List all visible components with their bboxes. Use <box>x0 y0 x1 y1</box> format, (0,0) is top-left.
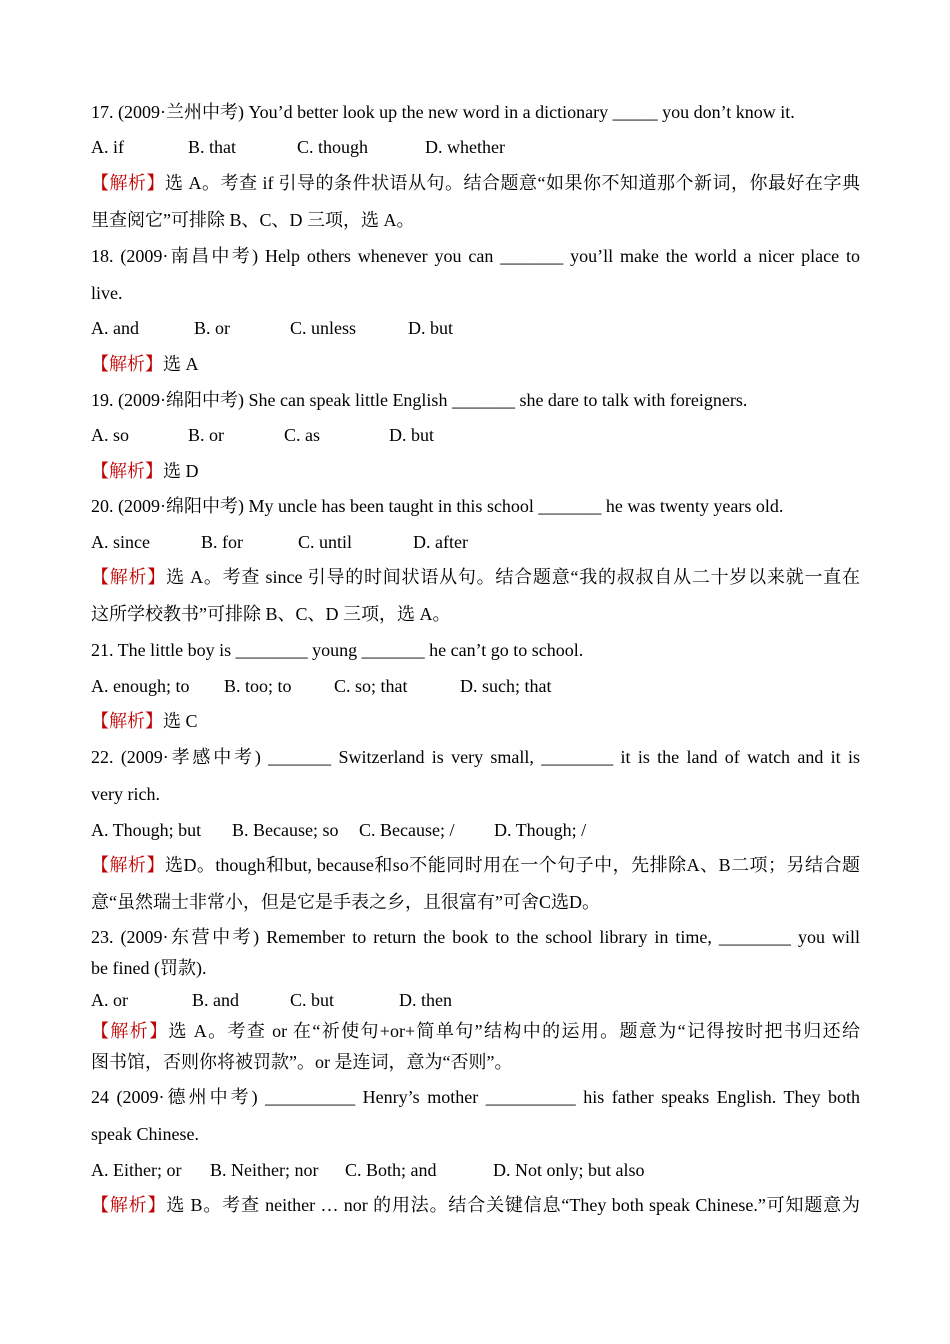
question-17-analysis-cont: 里查阅它”可排除 B、C、D 三项，选 A。 <box>91 210 415 230</box>
option-a: A. since <box>91 532 150 552</box>
option-b: B. for <box>201 532 243 552</box>
question-23-analysis-cont: 图书馆，否则你将被罚款”。or 是连词，意为“否则”。 <box>91 1052 513 1072</box>
question-18-stem: 18. (2009·南昌中考) Help others whenever you can _______ you’ll make the world a nicer place to <box>91 246 860 266</box>
option-d: D. such; that <box>460 676 552 696</box>
analysis-text: 选 C <box>163 711 198 731</box>
analysis-tag: 【解析】 <box>91 567 167 587</box>
option-b: B. that <box>188 137 236 157</box>
question-20-analysis <box>91 565 860 589</box>
option-b: B. Because; so <box>232 820 339 840</box>
question-18-analysis <box>91 352 860 376</box>
question-23-stem: 23. (2009·东营中考) Remember to return the book to the school library in time, ________ you will <box>91 927 860 947</box>
option-c: C. though <box>297 137 369 157</box>
analysis-tag: 【解析】 <box>91 354 163 374</box>
option-d: D. Though; / <box>494 820 587 840</box>
option-c: C. until <box>298 532 353 552</box>
analysis-tag: 【解析】 <box>91 1195 167 1215</box>
analysis-text: 选 A。考查 or 在“祈使句+or+简单句”结构中的运用。题意为“记得按时把书归还给 <box>168 1021 861 1041</box>
question-19-analysis <box>91 459 860 483</box>
option-d: D. but <box>389 425 434 445</box>
question-22-analysis-cont: 意“虽然瑞士非常小，但是它是手表之乡，且很富有”可舍C选D。 <box>91 892 600 912</box>
analysis-tag: 【解析】 <box>91 173 166 193</box>
question-22-stem: 22. (2009·孝感中考) _______ Switzerland is very small, ________ it is the land of watch and it is <box>91 747 860 767</box>
option-b: B. Neither; nor <box>210 1160 319 1180</box>
question-21-stem: 21. The little boy is ________ young _______ he can’t go to school. <box>91 640 584 660</box>
option-d: D. after <box>413 532 468 552</box>
option-a: A. Though; but <box>91 820 202 840</box>
option-b: B. or <box>188 425 224 445</box>
question-23-analysis <box>91 1019 860 1043</box>
option-d: D. whether <box>425 137 505 157</box>
question-24-stem: 24 (2009·德州中考) __________ Henry’s mother __________ his father speaks English. They both <box>91 1087 860 1107</box>
analysis-text: 选 A <box>163 354 199 374</box>
option-a: A. or <box>91 990 128 1010</box>
option-c: C. Both; and <box>345 1160 437 1180</box>
option-d: D. then <box>399 990 452 1010</box>
question-17-analysis <box>91 171 860 195</box>
question-22-analysis <box>91 853 860 877</box>
option-a: A. and <box>91 318 139 338</box>
question-18-stem-cont: live. <box>91 283 123 303</box>
question-20-analysis-cont: 这所学校教书”可排除 B、C、D 三项，选 A。 <box>91 604 451 624</box>
option-c: C. Because; / <box>359 820 455 840</box>
option-a: A. Either; or <box>91 1160 182 1180</box>
option-c: C. as <box>284 425 320 445</box>
question-17-stem: 17. (2009·兰州中考) You’d better look up the new word in a dictionary _____ you don’t know it. <box>91 102 795 122</box>
option-d: D. but <box>408 318 453 338</box>
option-c: C. but <box>290 990 335 1010</box>
question-22-stem-cont: very rich. <box>91 784 160 804</box>
analysis-tag: 【解析】 <box>91 855 165 875</box>
analysis-text: 选 B。考查 neither … nor 的用法。结合关键信息“They both speak Chinese.”可知题意为 <box>166 1195 860 1215</box>
analysis-text: 选D。though和but, because和so不能同时用在一个句子中，先排除A、B二项；另结合题 <box>164 855 860 875</box>
option-a: A. so <box>91 425 130 445</box>
option-c: C. so; that <box>334 676 408 696</box>
analysis-tag: 【解析】 <box>91 1021 169 1041</box>
option-b: B. or <box>194 318 230 338</box>
option-a: A. enough; to <box>91 676 190 696</box>
option-d: D. Not only; but also <box>493 1160 645 1180</box>
question-24-stem-cont: speak Chinese. <box>91 1124 199 1144</box>
analysis-text: 选 A。考查 since 引导的时间状语从句。结合题意“我的叔叔自从二十岁以来就一直在 <box>166 567 860 587</box>
question-20-stem: 20. (2009·绵阳中考) My uncle has been taught in this school _______ he was twenty years old. <box>91 496 784 516</box>
analysis-text: 选 D <box>163 461 199 481</box>
option-c: C. unless <box>290 318 357 338</box>
option-b: B. too; to <box>224 676 292 696</box>
option-a: A. if <box>91 137 124 157</box>
analysis-tag: 【解析】 <box>91 461 163 481</box>
question-24-analysis <box>91 1193 860 1217</box>
analysis-tag: 【解析】 <box>91 711 163 731</box>
question-19-stem: 19. (2009·绵阳中考) She can speak little English _______ she dare to talk with foreigners. <box>91 390 748 410</box>
question-21-analysis <box>91 709 860 733</box>
option-b: B. and <box>192 990 239 1010</box>
question-23-stem-cont: be fined (罚款). <box>91 958 207 978</box>
analysis-text: 选 A。考查 if 引导的条件状语从句。结合题意“如果你不知道那个新词，你最好在字典 <box>165 173 861 193</box>
